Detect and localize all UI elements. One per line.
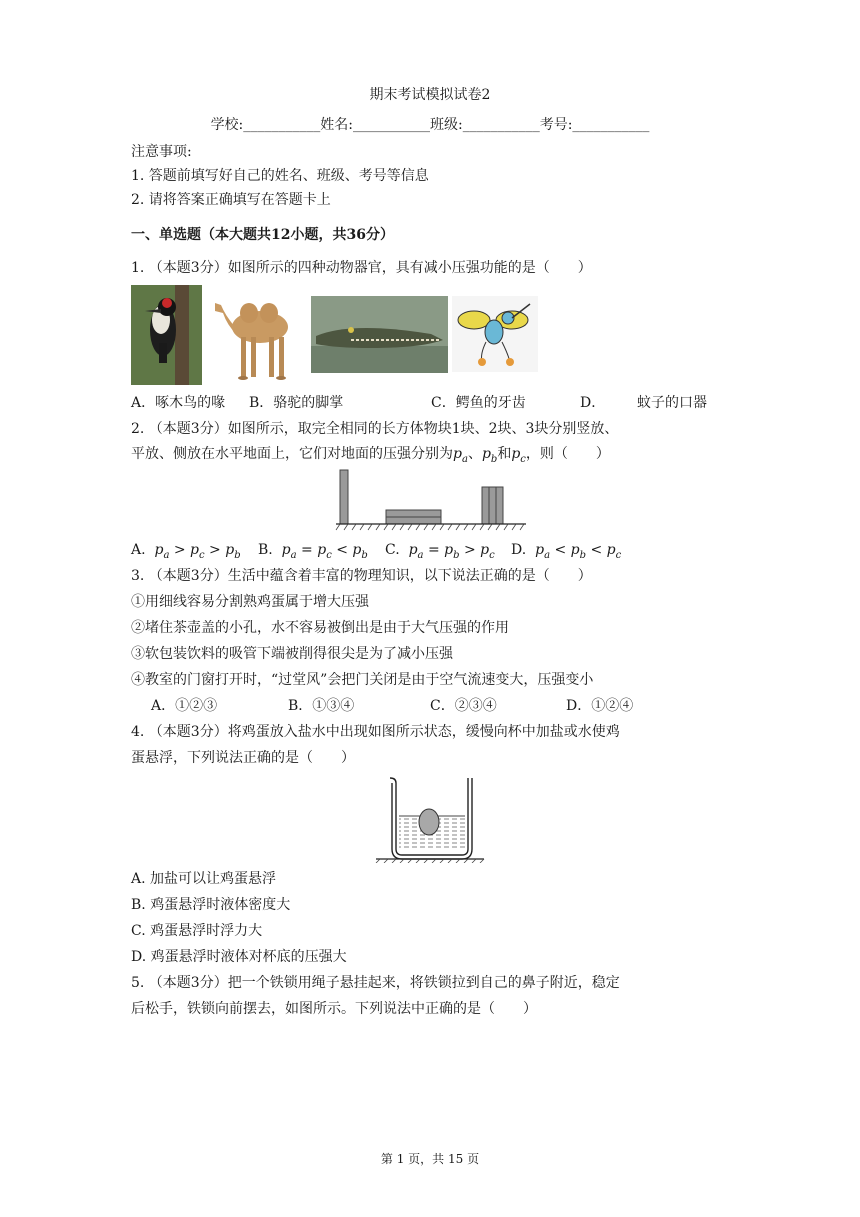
q1-option-a[interactable]: A．啄木鸟的喙	[131, 395, 226, 411]
q2-option-a[interactable]: A. $p_a > p_c > p_b$	[131, 542, 241, 561]
question-2-stem: 2. （本题3分）如图所示，取完全相同的长方体物块1块、2块、3块分别竖放、	[131, 421, 619, 437]
beaker-egg-diagram	[372, 773, 487, 863]
q3-option-d[interactable]: D．①②④	[566, 698, 634, 714]
q3-statement: ③软包装饮料的吸管下端被削得很尖是为了减小压强	[131, 646, 453, 662]
student-info-line: 学校:___________姓名:___________班级:___________考号:___________	[210, 117, 650, 133]
question-3-stem: 3. （本题3分）生活中蕴含着丰富的物理知识，以下说法正确的是（ ）	[131, 568, 592, 584]
question-2-stem-cont: 平放、侧放在水平地面上，它们对地面的压强分别为$p_a$、$p_b$和$p_c$，则（ ）	[131, 446, 610, 465]
q4-option-c[interactable]: C. 鸡蛋悬浮时浮力大	[131, 923, 263, 939]
notice-heading: 注意事项:	[131, 144, 192, 160]
question-1-stem: 1. （本题3分）如图所示的四种动物器官，具有减小压强功能的是（ ）	[131, 260, 592, 276]
q4-option-b[interactable]: B. 鸡蛋悬浮时液体密度大	[131, 897, 291, 913]
q2-option-d[interactable]: D. $p_a < p_b < p_c$	[511, 542, 622, 561]
page-number: 第 1 页，共 15 页	[380, 1152, 480, 1166]
q3-statement: ①用细线容易分割熟鸡蛋属于增大压强	[131, 594, 369, 610]
q3-option-a[interactable]: A．①②③	[151, 698, 218, 714]
exam-title: 期末考试模拟试卷2	[369, 87, 491, 103]
q2-option-c[interactable]: C. $p_a = p_b > p_c$	[385, 542, 495, 561]
camel-image	[205, 285, 306, 385]
question-5-stem-cont: 后松手，铁锁向前摆去，如图所示。下列说法中正确的是（ ）	[131, 1001, 537, 1017]
notice-item: 1. 答题前填写好自己的姓名、班级、考号等信息	[131, 168, 429, 184]
q3-option-b[interactable]: B．①③④	[288, 698, 355, 714]
blocks-diagram	[334, 469, 528, 531]
q1-option-d[interactable]: D．	[580, 395, 606, 411]
woodpecker-image	[131, 285, 202, 385]
q4-option-a[interactable]: A. 加盐可以让鸡蛋悬浮	[131, 871, 277, 887]
question-4-stem: 4. （本题3分）将鸡蛋放入盐水中出现如图所示状态，缓慢向杯中加盐或水使鸡	[131, 724, 620, 740]
q2-option-b[interactable]: B. $p_a = p_c < p_b$	[258, 542, 368, 561]
q1-option-b[interactable]: B．骆驼的脚掌	[249, 395, 344, 411]
q4-option-d[interactable]: D. 鸡蛋悬浮时液体对杯底的压强大	[131, 949, 347, 965]
question-5-stem: 5. （本题3分）把一个铁锁用绳子悬挂起来，将铁锁拉到自己的鼻子附近，稳定	[131, 975, 620, 991]
mosquito-image	[452, 296, 538, 372]
section-heading: 一、单选题（本大题共12小题，共36分）	[131, 227, 394, 243]
q3-option-c[interactable]: C．②③④	[430, 698, 497, 714]
notice-item: 2. 请将答案正确填写在答题卡上	[131, 192, 331, 208]
q3-statement: ②堵住茶壶盖的小孔，水不容易被倒出是由于大气压强的作用	[131, 620, 509, 636]
q1-option-c[interactable]: C．鳄鱼的牙齿	[431, 395, 526, 411]
question-4-stem-cont: 蛋悬浮，下列说法正确的是（ ）	[131, 750, 355, 766]
q3-statement: ④教室的门窗打开时，“过堂风”会把门关闭是由于空气流速变大，压强变小	[131, 672, 594, 688]
q1-option-d-text: 蚊子的口器	[637, 395, 707, 411]
crocodile-image	[311, 296, 448, 373]
